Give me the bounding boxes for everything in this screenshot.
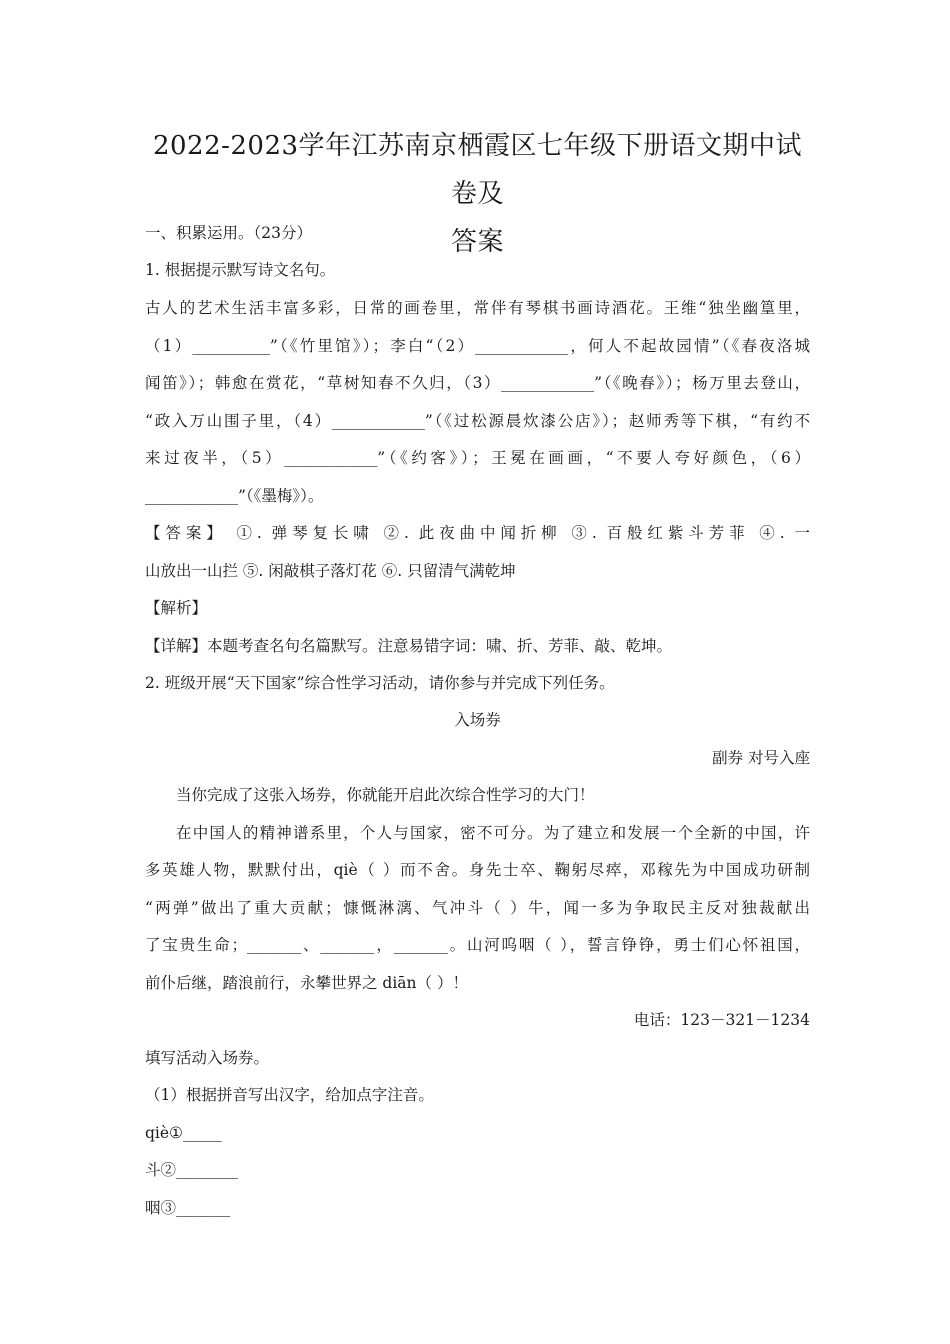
question-1-text-line: ____________”（《墨梅》）。 (145, 487, 324, 505)
fill-instruction: 填写活动入场券。 (145, 1049, 270, 1067)
ticket-phone: 电话：123－321－1234 (633, 1011, 810, 1029)
sub-question-1: （1）根据拼音写出汉字，给加点字注音。 (145, 1086, 434, 1104)
question-1-text-line: “政入万山围子里，（4）____________”（《过松源晨炊漆公店》）；赵师秀等下棋，“有约不 (145, 412, 810, 430)
question-2-prompt: 2. 班级开展“天下国家”综合性学习活动，请你参与并完成下列任务。 (145, 674, 615, 692)
ticket-paragraph-line: “两弹”做出了重大贡献；慷慨淋漓、气冲斗（ ）牛，闻一多为争取民主反对独裁献出 (145, 899, 810, 917)
question-1-text-line: 闻笛》）；韩愈在赏花，“草树知春不久归，（3）____________”（《晚春》）；杨万里去登山， (145, 374, 810, 392)
ticket-paragraph-line: 前仆后继，踏浪前行，永攀世界之 diān（ ）！ (145, 974, 468, 992)
ticket-paragraph: 当你完成了这张入场券，你就能开启此次综合性学习的大门！ (176, 786, 595, 804)
ticket-title: 入场券 (454, 711, 501, 729)
question-1-prompt: 1. 根据提示默写诗文名句。 (145, 261, 336, 279)
ticket-subtitle: 副券 对号入座 (712, 749, 810, 767)
question-1-text-line: 古人的艺术生活丰富多彩，日常的画卷里，常伴有琴棋书画诗酒花。王维“独坐幽篁里， (145, 299, 810, 317)
question-1-text-line: （1）__________”（《竹里馆》）；李白“（2）____________，何人不起故园情”（《春夜洛城 (145, 337, 810, 355)
question-1-text-line: 来过夜半，（5）____________”（《约客》）；王冕在画画，“不要人夸好颜色，（6） (145, 449, 810, 467)
detail-text: 【详解】本题考查名句名篇默写。注意易错字词：啸、折、芳菲、敲、乾坤。 (145, 637, 673, 655)
answer-blank-1: qiè①_____ (145, 1124, 222, 1142)
answer-blank-3: 咽③_______ (145, 1199, 231, 1217)
title-line-1: 2022-2023学年江苏南京栖霞区七年级下册语文期中试卷及 (152, 131, 803, 209)
title-line-2: 答案 (450, 227, 504, 257)
answer-line: 【答案】 ①. 弹琴复长啸 ②. 此夜曲中闻折柳 ③. 百般红紫斗芳菲 ④. 一 (145, 524, 810, 542)
answer-blank-2: 斗②________ (145, 1161, 239, 1179)
section-heading: 一、积累运用。（23分） (145, 224, 312, 242)
ticket-paragraph-line: 了宝贵生命；_______、_______，_______。山河呜咽（ ），誓言铮铮，勇士们心怀祖国， (145, 936, 810, 954)
ticket-paragraph-line: 在中国人的精神谱系里，个人与国家，密不可分。为了建立和发展一个全新的中国，许 (176, 824, 810, 842)
ticket-paragraph-line: 多英雄人物，默默付出，qiè（ ）而不舍。身先士卒、鞠躬尽瘁，邓稼先为中国成功研制 (145, 861, 810, 879)
answer-line: 山放出一山拦 ⑤. 闲敲棋子落灯花 ⑥. 只留清气满乾坤 (145, 562, 516, 580)
analysis-label: 【解析】 (145, 599, 208, 617)
